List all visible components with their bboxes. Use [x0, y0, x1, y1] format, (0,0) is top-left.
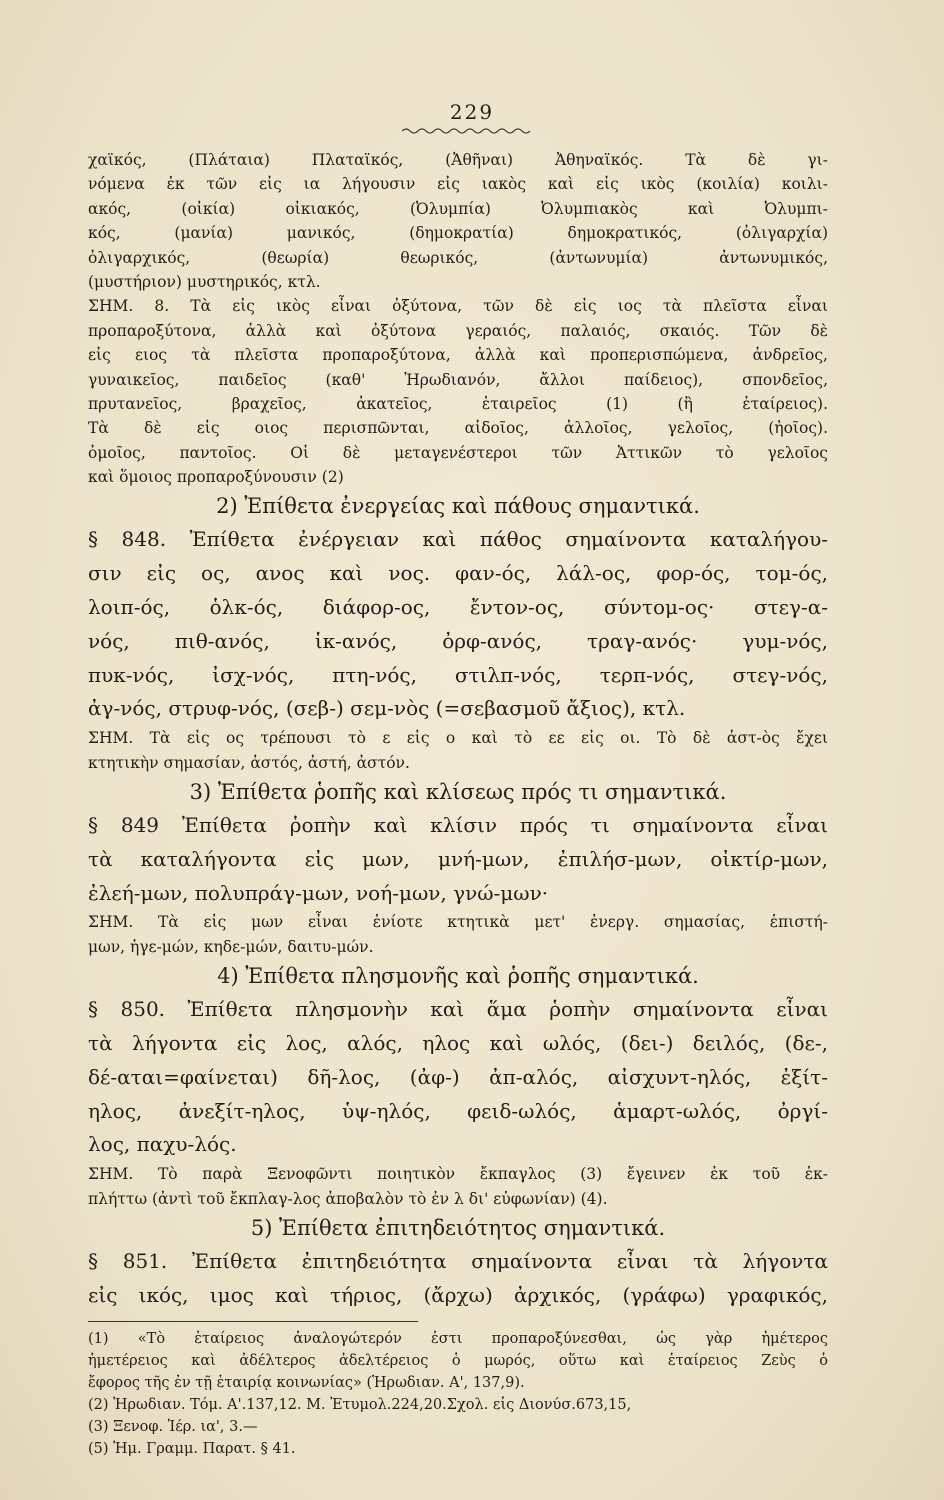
text-line: (μυστήριον) μυστηρικός, κτλ.: [88, 272, 321, 291]
text-line: γυναικεῖος, παιδεῖος (καθ' Ἡρωδιανόν, ἄλλοι παίδειος), σπονδεῖος,: [88, 370, 828, 389]
note-paragraph: [88, 910, 828, 959]
text-line: § 850. Ἐπίθετα πλησμονὴν καὶ ἅμα ῥοπὴν σημαίνοντα εἶναι: [88, 997, 828, 1022]
text-line: καὶ ὅμοιος προπαροξύνουσιν (2): [88, 468, 344, 487]
page-number: 229: [449, 100, 495, 124]
text-line: προπαροξύτονα, ἀλλὰ καὶ ὀξύτονα γεραιός, παλαιός, σκαιός. Τῶν δὲ: [88, 321, 828, 340]
footnote-line: (5) Ἡμ. Γραμμ. Παρατ. § 41.: [88, 1440, 296, 1457]
section-heading: 3) Ἐπίθετα ῥοπῆς καὶ κλίσεως πρός τι σημαντικά.: [189, 780, 727, 805]
text-line: πλήττω (ἀντὶ τοῦ ἔκπλαγ-λος ἀποβαλὸν τὸ ἐν λ δι' εὐφωνίαν) (4).: [88, 1189, 608, 1208]
text-line: Τὰ δὲ εἰς οιος περισπῶνται, αἰδοῖος, ἀλλοῖος, γελοῖος, (ἠοῖος).: [88, 419, 828, 438]
section-paragraph: [88, 809, 828, 910]
text-line: εἰς ικός, ιμος καὶ τήριος, (ἄρχω) ἀρχικός, (γράφω) γραφικός,: [88, 1282, 828, 1307]
section-paragraph: [88, 993, 828, 1162]
footnotes: [88, 1328, 828, 1460]
text-line: ΣΗΜ. 8. Τὰ εἰς ικὸς εἶναι ὀξύτονα, τῶν δὲ εἰς ιος τὰ πλεῖστα εἶναι: [88, 297, 828, 316]
text-line: § 851. Ἐπίθετα ἐπιτηδειότητα σημαίνοντα εἶναι τὰ λήγοντα: [88, 1248, 828, 1273]
note-paragraph: [88, 294, 828, 489]
text-line: δέ-αται=φαίνεται) δῆ-λος, (ἀφ-) ἀπ-αλός, αἰσχυντ-ηλός, ἐξίτ-: [88, 1064, 828, 1089]
text-line: ηλος, ἀνεξίτ-ηλος, ὑψ-ηλός, φειδ-ωλός, ἁμαρτ-ωλός, ὀργί-: [88, 1098, 828, 1123]
footnote-line: (1) «Τὸ ἑταίρειος ἀναλογώτερόν ἐστι προπαροξύνεσθαι, ὡς γὰρ ἡμέτερος: [88, 1330, 828, 1347]
text-line: ΣΗΜ. Τὸ παρὰ Ξενοφῶντι ποιητικὸν ἔκπαγλος (3) ἔγεινεν ἐκ τοῦ ἐκ-: [88, 1165, 828, 1184]
section-paragraph: [88, 1245, 828, 1313]
text-line: πυκ-νός, ἰσχ-νός, πτη-νός, στιλπ-νός, τερπ-νός, στεγ-νός,: [88, 662, 828, 687]
text-line: εἰς ειος τὰ πλεῖστα προπαροξύτονα, ἀλλὰ καὶ προπερισπώμενα, ἀνδρεῖος,: [88, 346, 828, 365]
text-line: κτητικὴν σημασίαν, ἀστός, ἀστή, ἀστόν.: [88, 753, 410, 772]
section-heading: 5) Ἐπίθετα ἐπιτηδειότητος σημαντικά.: [250, 1215, 666, 1240]
text-line: ὀλιγαρχικός, (θεωρία) θεωρικός, (ἀντωνυμία) ἀντωνυμικός,: [88, 248, 828, 267]
text-line: ἐλεή-μων, πολυπράγ-μων, νοή-μων, γνώ-μων·: [88, 880, 549, 905]
text-line: νός, πιθ-ανός, ἱκ-ανός, ὀρφ-ανός, τραγ-ανός· γυμ-νός,: [88, 628, 828, 653]
wavy-rule-ornament: [402, 126, 532, 136]
note-paragraph: [88, 148, 828, 294]
footnote-line: (2) Ἡρωδιαν. Τόμ. Α'.137,12. Μ. Ἐτυμολ.224,20.Σχολ. εἰς Διονύσ.673,15,: [88, 1396, 632, 1413]
text-line: χαϊκός, (Πλάταια) Πλαταϊκός, (Ἀθῆναι) Ἀθηναϊκός. Τὰ δὲ γι-: [88, 151, 828, 169]
footnote-rule: [88, 1321, 418, 1322]
text-line: νόμενα ἐκ τῶν εἰς ια λήγουσιν εἰς ιακὸς καὶ εἰς ικὸς (κοιλία) κοιλι-: [88, 175, 828, 194]
text-line: ΣΗΜ. Τὰ εἰς μων εἶναι ἐνίοτε κτητικὰ μετ' ἐνεργ. σημασίας, ἐπιστή-: [88, 913, 828, 932]
section-paragraph: [88, 523, 828, 726]
text-line: σιν εἰς ος, ανος καὶ νος. φαν-ός, λάλ-ος, φορ-ός, τομ-ός,: [88, 561, 828, 586]
text-line: λοιπ-ός, ὁλκ-ός, διάφορ-ος, ἔντον-ος, σύντομ-ος· στεγ-α-: [88, 595, 828, 620]
footnote-line: (3) Ξενοφ. Ἱέρ. ια', 3.—: [88, 1418, 258, 1435]
footnote-line: ἔφορος τῆς ἐν τῇ ἑταιρίᾳ κοινωνίας» (Ἡρωδιαν. Α', 137,9).: [88, 1374, 525, 1391]
main-text: [88, 148, 828, 1460]
text-line: ἀγ-νός, στρυφ-νός, (σεβ-) σεμ-νὸς (=σεβασμοῦ ἄξιος), κτλ.: [88, 696, 686, 721]
text-line: ὁμοῖος, παντοῖος. Οἱ δὲ μεταγενέστεροι τῶν Ἀττικῶν τὸ γελοῖος: [88, 443, 828, 462]
section-heading: 4) Ἐπίθετα πλησμονῆς καὶ ῥοπῆς σημαντικά.: [217, 964, 699, 989]
text-line: τὰ καταλήγοντα εἰς μων, μνή-μων, ἐπιλήσ-μων, οἰκτίρ-μων,: [88, 846, 828, 871]
text-line: μων, ἡγε-μών, κηδε-μών, δαιτυ-μών.: [88, 937, 374, 956]
text-line: πρυτανεῖος, βραχεῖος, ἀκατεῖος, ἑταιρεῖος (1) (ἢ ἑταίρειος).: [88, 394, 828, 413]
text-line: ΣΗΜ. Τὰ εἰς ος τρέπουσι τὸ ε εἰς ο καὶ τὸ εε εἰς οι. Τὸ δὲ ἀστ-ὸς ἔχει: [88, 729, 828, 748]
text-line: κός, (μανία) μανικός, (δημοκρατία) δημοκρατικός, (ὀλιγαρχία): [88, 224, 828, 243]
text-line: § 848. Ἐπίθετα ἐνέργειαν καὶ πάθος σημαίνοντα καταλήγου-: [88, 527, 828, 552]
text-line: τὰ λήγοντα εἰς λος, αλός, ηλος καὶ ωλός, (δει-) δειλός, (δε-,: [88, 1031, 828, 1055]
section-heading: 2) Ἐπίθετα ἐνεργείας καὶ πάθους σημαντικά.: [216, 494, 700, 519]
footnote-line: ἡμετέρειος καὶ ἀδέλτερος ἀδελτέρειος ὁ μωρός, οὕτω καὶ ἑταίρειος Ζεὺς ὁ: [88, 1352, 828, 1369]
text-line: λος, παχυ-λός.: [88, 1132, 237, 1157]
note-paragraph: [88, 1162, 828, 1211]
note-paragraph: [88, 726, 828, 775]
text-line: § 849 Ἐπίθετα ῥοπὴν καὶ κλίσιν πρός τι σημαίνοντα εἶναι: [88, 813, 828, 838]
text-line: ακός, (οἰκία) οἰκιακός, (Ὀλυμπία) Ὀλυμπιακὸς καὶ Ὀλυμπι-: [88, 199, 828, 218]
